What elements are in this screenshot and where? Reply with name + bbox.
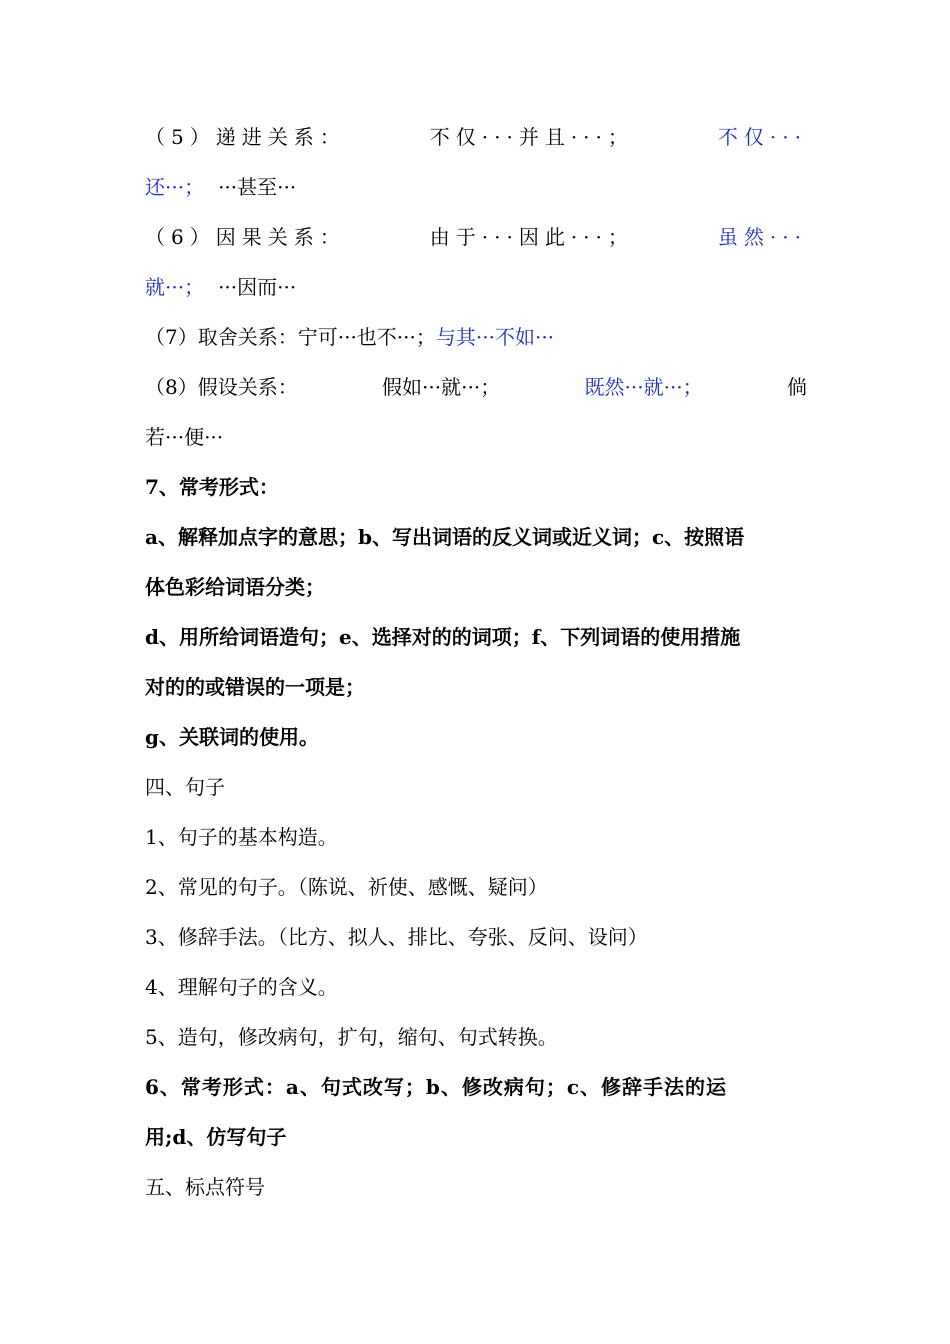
relation-6-pair2-start: 虽然··· [717,225,807,249]
relation-6-pair2-end: 就···； [145,275,205,299]
section-5-title: 五、标点符号 [145,1175,265,1199]
sentence-forms-line-1: 6、常考形式：a、句式改写；b、修改病句；c、修辞手法的运 [145,1075,728,1099]
sentence-forms-line-2: 用;d、仿写句子 [145,1125,287,1149]
relation-5-line [145,112,807,162]
sentence-item-2: 2、常见的句子。（陈说、祈使、感慨、疑问） [145,875,548,899]
relation-8-continuation [145,412,807,462]
relation-6-label: （6）因果关系： [145,225,346,249]
relation-8-line [145,362,807,412]
relation-7-line [145,312,807,362]
sentence-item-5: 5、造句，修改病句，扩句，缩句、句式转换。 [145,1025,558,1049]
relation-7-pair1: 宁可···也不···； [297,325,436,349]
relation-6-continuation [145,262,807,312]
section-4-title: 四、句子 [145,775,225,799]
relation-5-pair1: 不仅···并且···； [429,125,634,149]
relation-5-pair2-end: 还···； [145,175,205,199]
relation-7-label: （7）取舍关系： [145,325,298,349]
relation-8-pair3-end: 若···便··· [145,425,224,449]
relation-6-pair3: ···因而··· [218,275,297,299]
sentence-item-4: 4、理解句子的含义。 [145,975,338,999]
forms-line-1: a、解释加点字的意思；b、写出词语的反义词或近义词；c、按照语 [145,525,745,549]
relation-7-pair2: 与其···不如··· [435,325,555,349]
sentence-item-1: 1、句子的基本构造。 [145,825,338,849]
document-page [145,112,807,1212]
forms-line-5: g、关联词的使用。 [145,725,319,749]
relation-5-pair2-start: 不仅··· [717,125,807,149]
forms-heading: 7、常考形式： [145,475,279,499]
relation-5-label: （5）递进关系： [145,125,346,149]
forms-line-2: 体色彩给词语分类； [145,575,325,599]
relation-8-label: （8）假设关系： [145,375,298,399]
relation-5-continuation [145,162,807,212]
relation-6-pair1: 由于···因此···； [429,225,634,249]
relation-8-pair3-start: 倘 [786,375,807,399]
relation-8-pair1: 假如···就···； [382,375,501,399]
forms-line-3: d、用所给词语造句；e、选择对的的词项；f、下列词语的使用措施 [145,625,741,649]
sentence-item-3: 3、修辞手法。（比方、拟人、排比、夸张、反问、设问） [145,925,648,949]
forms-line-4: 对的的或错误的一项是； [145,675,365,699]
relation-5-pair3: ···甚至··· [218,175,297,199]
relation-6-line [145,212,807,262]
relation-8-pair2: 既然···就···； [584,375,703,399]
